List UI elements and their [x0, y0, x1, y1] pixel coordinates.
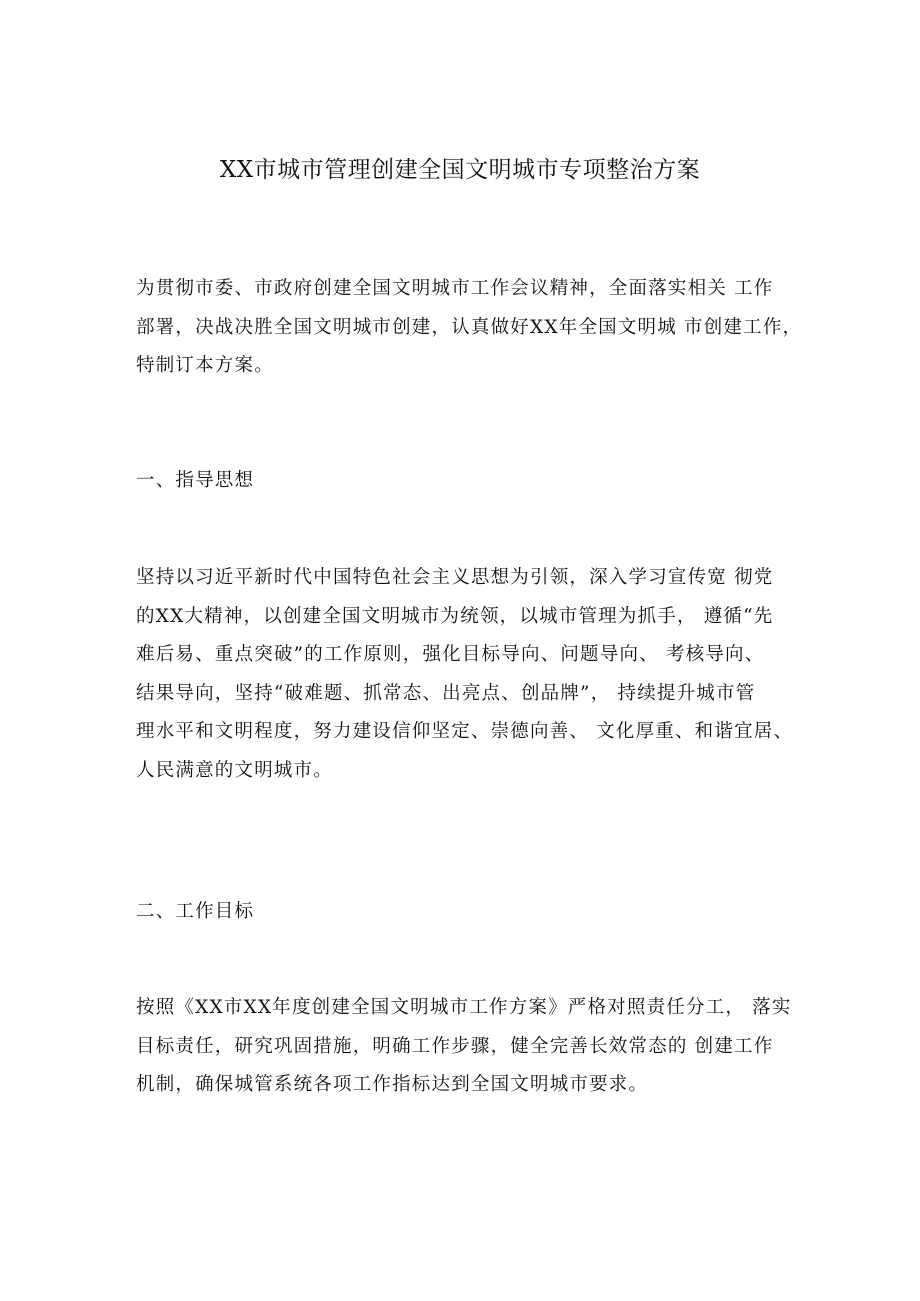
- paragraph-line: 目标责任，研究巩固措施，明确工作步骤，健全完善长效常态的 创建工作: [136, 1035, 774, 1057]
- paragraph-line: 坚持以习近平新时代中国特色社会主义思想为引领，深入学习宣传宽 彻党: [136, 567, 774, 588]
- section-paragraph-guiding-thought: [136, 559, 800, 790]
- intro-paragraph: [136, 270, 803, 386]
- paragraph-line: 理水平和文明程度，努力建设信仰坚定、崇德向善、 文化厚重、和谐宜居、: [136, 721, 794, 742]
- paragraph-line: 按照《XX市XX年度创建全国文明城市工作方案》严格对照责任分工， 落实: [136, 997, 792, 1018]
- paragraph-line: 机制，确保城管系统各项工作指标达到全国文明城市要求。: [136, 1074, 649, 1095]
- paragraph-line: 难后易、重点突破”的工作原则，强化目标导向、问题导向、 考核导向、: [136, 644, 765, 665]
- section-paragraph-work-goals: [136, 989, 800, 1105]
- paragraph-line: 为贯彻市委、市政府创建全国文明城市工作会议精神，全面落实相关 工作: [136, 278, 774, 299]
- document-title: XX市城市管理创建全国文明城市专项整治方案: [219, 157, 701, 183]
- paragraph-line: 结果导向，坚持“破难题、抓常态、出亮点、创品牌”， 持续提升城市管: [136, 682, 756, 704]
- section-heading-guiding-thought: 一、指导思想: [136, 470, 255, 491]
- paragraph-line: 特制订本方案。: [136, 355, 274, 376]
- paragraph-line: 人民满意的文明城市。: [136, 759, 334, 781]
- paragraph-line: 部署，决战决胜全国文明城市创建，认真做好XX年全国文明城 市创建工作，: [136, 316, 803, 338]
- paragraph-line: 的XX大精神，以创建全国文明城市为统领，以城市管理为抓手， 遵循“先: [136, 605, 774, 627]
- section-heading-work-goals: 二、工作目标: [136, 901, 255, 922]
